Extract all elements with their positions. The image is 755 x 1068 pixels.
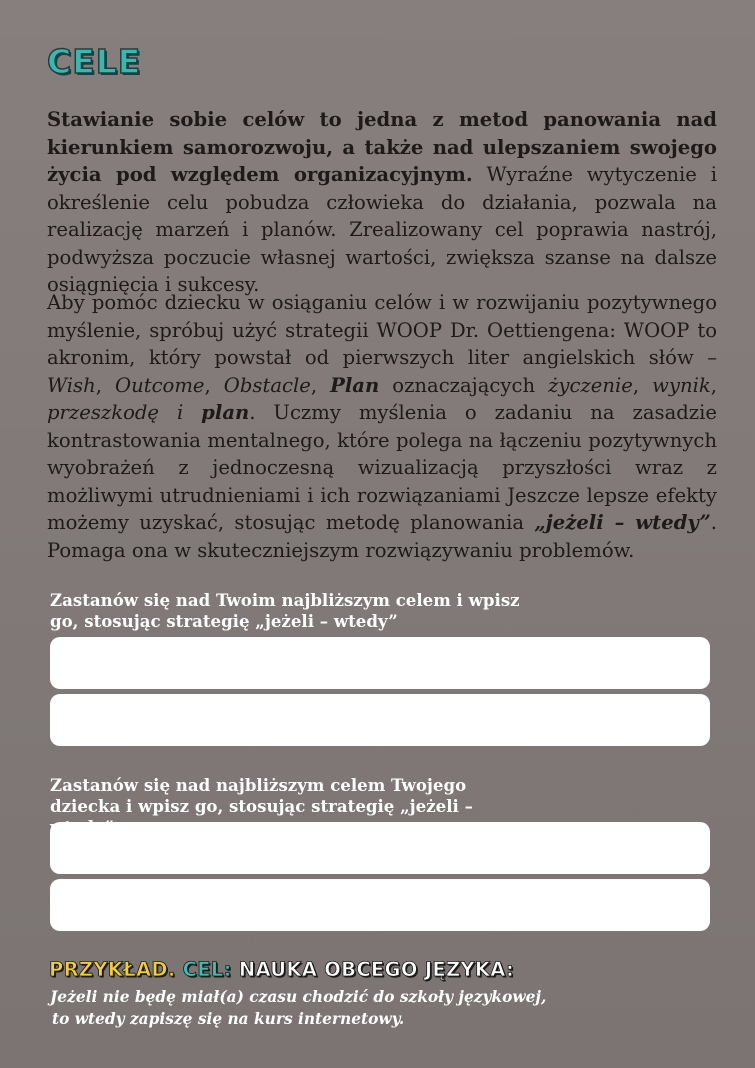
example-heading: [49, 958, 514, 981]
woop-comma: ,: [632, 373, 653, 397]
woop-comma: ,: [710, 373, 717, 397]
example-cel-label: CEL:: [175, 958, 232, 981]
own-goal-prompt: Zastanów się nad Twoim najbliższym celem i wpisz go, stosując strategię „jeżeli – wtedy”: [50, 590, 520, 631]
woop-text-2: oznaczających: [379, 373, 549, 397]
woop-comma: ,: [310, 373, 331, 397]
woop-przeszkode: przeszkodę: [47, 401, 160, 424]
own-goal-field-2[interactable]: [50, 694, 710, 746]
own-goal-field-1[interactable]: [50, 637, 710, 689]
woop-text-1: Aby pomóc dziecku w osiąganiu celów i w rozwijaniu pozytywnego myślenie, spróbuj użyć strategii WOOP Dr. Oettiengena: WOOP to akronim, który powstał od pierwszych liter angielskich słów –: [47, 291, 717, 369]
woop-text-4: . Pomaga ona w skuteczniejszym rozwiązywaniu problemów.: [47, 511, 718, 562]
example-line-1: Jeżeli nie będę miał(a) czasu chodzić do szkoły językowej,: [50, 988, 547, 1006]
woop-space: [183, 401, 201, 424]
jezeli-wtedy-label: „jeżeli – wtedy”: [534, 511, 711, 534]
woop-wish: Wish: [47, 373, 96, 397]
page-title: CELE: [47, 42, 142, 81]
woop-comma: ,: [204, 373, 224, 397]
woop-comma: ,: [95, 373, 116, 397]
child-goal-prompt: Zastanów się nad najbliższym celem Twojego dziecka i wpisz go, stosując strategię „jeżeli –: [50, 775, 473, 816]
woop-paragraph: [47, 289, 717, 564]
woop-outcome: Outcome: [115, 373, 205, 397]
woop-plan: Plan: [330, 373, 380, 397]
example-line-2: to wtedy zapiszę się na kurs internetowy.: [52, 1010, 405, 1028]
example-goal-title: NAUKA OBCEGO JĘZYKA:: [231, 958, 515, 981]
intro-paragraph: [47, 106, 717, 299]
woop-obstacle: Obstacle: [223, 373, 311, 397]
woop-i: i: [176, 401, 184, 424]
example-label: PRZYKŁAD.: [49, 958, 176, 981]
woop-space: [159, 401, 177, 424]
woop-plan-pl: plan: [201, 401, 250, 424]
woop-wynik: wynik: [652, 373, 711, 397]
woop-zyczenie: życzenie: [548, 373, 633, 397]
intro-text: Wyraźne wytyczenie i określenie celu pobudza człowieka do działania, pozwala na realizację marzeń i planów. Zrealizowany cel poprawia nastrój, podwyższa poczucie własnej wartości, zwiększa szanse na dalsze osiągnięcia i sukcesy.: [47, 163, 717, 296]
woop-text-3: . Uczmy myślenia o zadaniu na zasadzie kontrastowania mentalnego, które polega na łączeniu pozytywnych wyobrażeń z jednoczesną wizualizacją przyszłości wraz z możliwymi utrudnieniami i ich rozwiązaniami Jeszcze lepsze efekty możemy uzyskać, stosując metodę planowania: [47, 401, 717, 534]
example-text: [50, 986, 570, 1030]
child-goal-field-2[interactable]: [50, 879, 710, 931]
intro-bold-text: Stawianie sobie celów to jedna z metod panowania nad kierunkiem samorozwoju, a także nad ulepszaniem swojego życia pod względem organizacyjnym.: [47, 108, 717, 186]
child-goal-field-1[interactable]: [50, 822, 710, 874]
